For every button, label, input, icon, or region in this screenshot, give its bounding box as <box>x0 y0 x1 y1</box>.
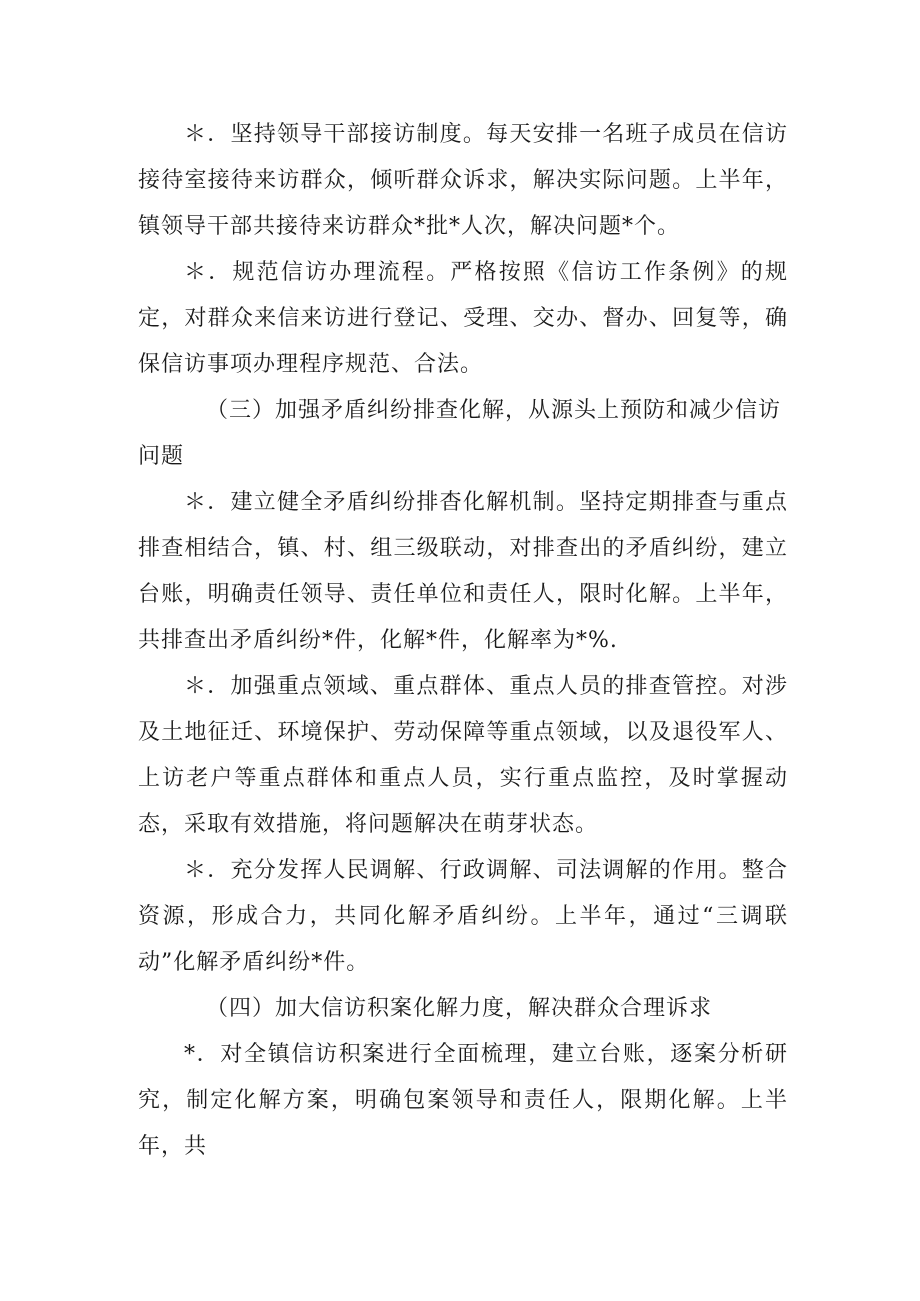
paragraph-mediation-role: ＊．充分发挥人民调解、行政调解、司法调解的作用。整合资源，形成合力，共同化解矛盾纠纷。上半年，通过“三调联动”化解矛盾纠纷*件。 <box>138 858 788 975</box>
paragraph-petition-process: ＊．规范信访办理流程。严格按照《信访工作条例》的规定，对群众来信来访进行登记、受理、交办、督办、回复等，确保信访事项办理程序规范、合法。 <box>138 260 788 377</box>
paragraph-backlog-cases: *．对全镇信访积案进行全面梳理，建立台账，逐案分析研究，制定化解方案，明确包案领导和责任人，限期化解。上半年，共 <box>138 1042 788 1159</box>
section-heading-3: （三）加强矛盾纠纷排查化解，从源头上预防和减少信访问题 <box>138 398 782 469</box>
paragraph-leader-reception: ＊．坚持领导干部接访制度。每天安排一名班子成员在信访接待室接待来访群众，倾听群众诉求，解决实际问题。上半年，镇领导干部共接待来访群众*批*人次，解决问题*个。 <box>138 122 788 239</box>
document-body <box>138 112 788 1170</box>
paragraph-key-areas-control: ＊．加强重点领域、重点群体、重点人员的排查管控。对涉及土地征迁、环境保护、劳动保障等重点领域，以及退役军人、上访老户等重点群体和重点人员，实行重点监控，及时掌握动态，采取有效措施，将问题解决在萌芽状态。 <box>138 674 788 837</box>
paragraph-dispute-mechanism: ＊．建立健全矛盾纠纷排杳化解机制。坚持定期排查与重点排查相结合，镇、村、组三级联动，对排查出的矛盾纠纷，建立台账，明确责任领导、责任单位和责任人，限时化解。上半年，共排查出矛盾纠纷*件，化解*件，化解率为*%. <box>138 490 788 653</box>
section-heading-4: （四）加大信访积案化解力度，解决群众合理诉求 <box>206 996 713 1021</box>
